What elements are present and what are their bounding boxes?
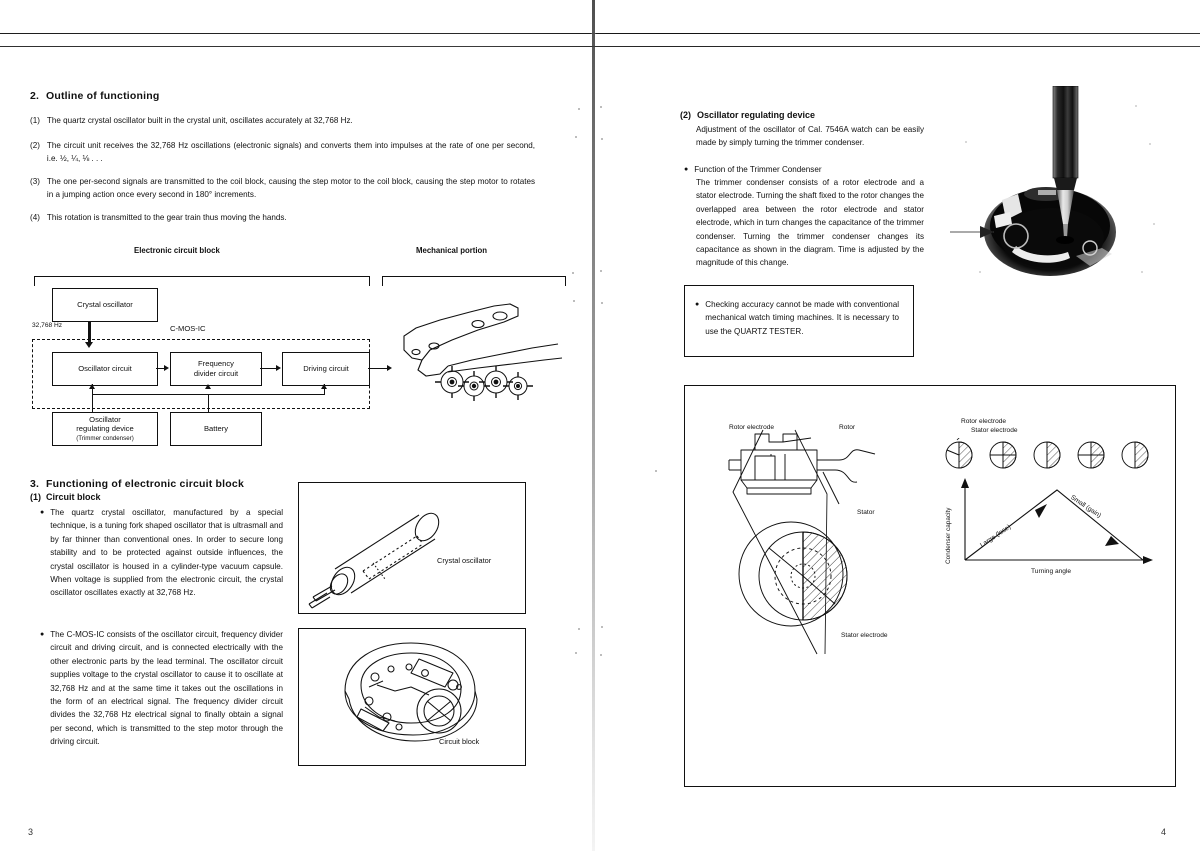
outline-item-3-text: The one per-second signals are transmitted to the coil block, causing the step motor to the coil block, causing the step motor to rotates in a jumping action once every second in 180° increments.: [46, 177, 535, 200]
circuit-block-bullet-2-text: The C-MOS-IC consists of the oscillator circuit, frequency divider circuit and driving circuit, and is connected electrically with the other electronic parts by the lead terminal. The oscillator circuit supplies voltage to the crystal oscillator to cause it to oscillate at 32,768 Hz and at the same time it takes out the oscillations in the form of an electrical signal. The frequency divider circuit divides the 32,768 Hz electrical signal to finally obtain a signal per second, which is transmitted to the step motor through the driving circuit.: [50, 630, 283, 747]
scan-speck: [655, 470, 657, 472]
label-cmos-ic: C-MOS-IC: [170, 324, 206, 333]
arrowhead-div-to-drive: [276, 365, 281, 371]
box-oscillator-circuit: [52, 352, 158, 386]
box-regulating-device-line3: (Trimmer condenser): [76, 434, 134, 442]
book-gutter: [592, 0, 595, 851]
right-section-number: (2): [680, 110, 691, 120]
section-3-heading: [30, 478, 244, 490]
scan-speck: [572, 272, 574, 274]
trimmer-condenser-cross-section: [699, 408, 929, 668]
outline-item-1-text: The quartz crystal oscillator built in the crystal unit, oscillates accurately at 32,768 Hz.: [46, 116, 353, 125]
outline-item-4-number: (4): [30, 213, 40, 222]
outline-item-2-text: The circuit unit receives the 32,768 Hz oscillations (electronic signals) and converts them into impulses at the rate of one per second, i.e. ½, ¼, ⅛ . . .: [46, 141, 535, 164]
box-regulating-device-line2: regulating device: [76, 424, 134, 434]
trimmer-function-heading: Function of the Trimmer Condenser: [694, 165, 822, 174]
circuit-block-bullet-2: [40, 628, 283, 749]
chart-y-axis-label: Condenser capacity: [945, 507, 952, 564]
arrowhead-osc-to-div: [164, 365, 169, 371]
section-2-number: 2.: [30, 90, 40, 102]
page-number-left: 3: [28, 827, 34, 837]
box-frequency-divider-circuit-label: Frequency divider circuit: [193, 359, 239, 378]
box-oscillator-circuit-label: Oscillator circuit: [78, 364, 132, 373]
capacity-plot: [943, 474, 1159, 566]
power-bus-from-battery: [208, 394, 209, 412]
box-crystal-oscillator-label: Crystal oscillator: [77, 300, 133, 309]
section-2-heading: [30, 90, 159, 102]
chart-x-axis-label: Turning angle: [1031, 568, 1072, 575]
chart-legend-rotor-electrode: Rotor electrode: [961, 418, 1007, 425]
trimmer-function-body: The trimmer condenser consists of a rotor electrode and a stator electrode. Turning the shaft fixed to the rotor changes the overlapped area between the rotor electrode and stator electrode, which in turn changes the capacitance of the trimmer condenser. Turning the trimmer condenser changes its capacitance as shown in the diagram. Time is adjusted by the magnitude of this change.: [696, 178, 924, 268]
box-battery-label: Battery: [203, 424, 229, 433]
label-stator: Stator: [857, 509, 875, 516]
outline-item-4: [30, 211, 535, 224]
scan-speck: [600, 654, 602, 656]
section-2-title: Outline of functioning: [46, 90, 160, 102]
block-diagram: [30, 246, 570, 441]
scan-speck: [601, 626, 603, 628]
gear-train-illustration: [382, 290, 568, 408]
outline-item-1-number: (1): [30, 116, 40, 125]
box-driving-circuit-label: Driving circuit: [303, 364, 349, 373]
scan-speck: [575, 652, 577, 654]
scan-speck: [575, 136, 577, 138]
link-div-to-drive: [260, 368, 277, 369]
electrode-state-icons: [943, 438, 1159, 472]
section-3-subheading: [30, 492, 101, 502]
bullet-marker: ●: [684, 166, 689, 173]
scan-speck: [578, 628, 580, 630]
outline-item-3: [30, 175, 535, 202]
chart-legend-stator-electrode: Stator electrode: [971, 427, 1018, 434]
trimmer-function-heading-row: [684, 163, 924, 177]
gutter-tick-top: [591, 33, 596, 34]
header-rule-upper: [0, 33, 1200, 34]
bullet-marker: ●: [695, 301, 700, 308]
outline-item-2: [30, 139, 535, 166]
scan-speck: [600, 270, 602, 272]
box-crystal-oscillator: [52, 288, 158, 322]
right-section-title: Oscillator regulating device: [697, 110, 816, 120]
page-number-right: 4: [1160, 827, 1166, 837]
crystal-oscillator-drawing: [299, 483, 525, 613]
capacity-chart: [943, 418, 1159, 578]
arrowhead-bus-div: [205, 384, 211, 389]
right-section-intro: Adjustment of the oscillator of Cal. 7546A watch can be easily made by simply turning the trimmer condenser.: [696, 125, 924, 148]
header-rule-lower: [0, 46, 1200, 47]
quartz-tester-note-box: [684, 285, 914, 357]
figure-crystal-oscillator-caption: Crystal oscillator: [437, 556, 492, 565]
outline-item-1: [30, 114, 540, 127]
quartz-tester-note-text: Checking accuracy cannot be made with conventional mechanical watch timing machines. It is necessary to use the QUARTZ TESTER.: [705, 300, 899, 336]
outline-item-2-number: (2): [30, 141, 40, 150]
outline-item-3-number: (3): [30, 177, 40, 186]
photo-trimmer-adjustment: [950, 86, 1174, 284]
scan-speck: [600, 106, 602, 108]
figure-circuit-block: [298, 628, 526, 766]
bracket-electronic: [34, 276, 370, 286]
bullet-marker: ●: [40, 509, 45, 516]
figure-trimmer-condenser-panel: [684, 385, 1176, 787]
power-bus-stub-drive: [324, 384, 325, 395]
figure-crystal-oscillator: [298, 482, 526, 614]
scan-speck: [573, 300, 575, 302]
bullet-marker: ●: [40, 631, 45, 638]
block-diagram-heading-mechanical: Mechanical portion: [416, 246, 488, 255]
arrowhead-bus-osc: [89, 384, 95, 389]
block-diagram-heading-electronic: Electronic circuit block: [134, 246, 220, 255]
chart-annotation-small-gain: Small (gain): [1069, 494, 1103, 520]
label-stator-electrode: Stator electrode: [841, 632, 888, 639]
figure-circuit-block-caption: Circuit block: [439, 737, 480, 746]
circuit-block-bullet-1: [40, 506, 283, 600]
circuit-block-drawing: [299, 629, 525, 765]
label-rotor: Rotor: [839, 424, 856, 431]
scan-speck: [578, 108, 580, 110]
section-3-sub-title: Circuit block: [46, 492, 101, 502]
scan-speck: [601, 138, 603, 140]
bracket-mechanical: [382, 276, 566, 286]
section-3-sub-number: (1): [30, 492, 41, 502]
label-rotor-electrode: Rotor electrode: [729, 424, 775, 431]
chart-annotation-large-lose: Large (lose): [979, 523, 1013, 549]
scan-speck: [601, 302, 603, 304]
label-frequency: 32,768 Hz: [32, 322, 63, 329]
section-3-title: Functioning of electronic circuit block: [46, 478, 244, 490]
box-regulating-device-line1: Oscillator: [89, 414, 121, 424]
photo-trimmer-adjustment-image: [950, 86, 1174, 284]
section-3-number: 3.: [30, 478, 40, 490]
right-section-heading: [680, 110, 815, 120]
outline-item-4-text: This rotation is transmitted to the gear train thus moving the hands.: [46, 213, 287, 222]
circuit-block-bullet-1-text: The quartz crystal oscillator, manufactured by a special technique, is a tuning fork shaped oscillator that is ultrasmall and by far thinner than conventional ones. In order to secure long stability and to be protected against outside influences, the crystal oscillator is housed in a cylinder-type vacuum capsule. When voltage is supplied from the electronic circuit, the crystal oscillator oscillates exactly at 32,768 Hz.: [50, 508, 283, 598]
box-battery: [170, 412, 262, 446]
box-frequency-divider-circuit: [170, 352, 262, 386]
box-oscillator-regulating-device: [52, 412, 158, 446]
box-driving-circuit: [282, 352, 370, 386]
